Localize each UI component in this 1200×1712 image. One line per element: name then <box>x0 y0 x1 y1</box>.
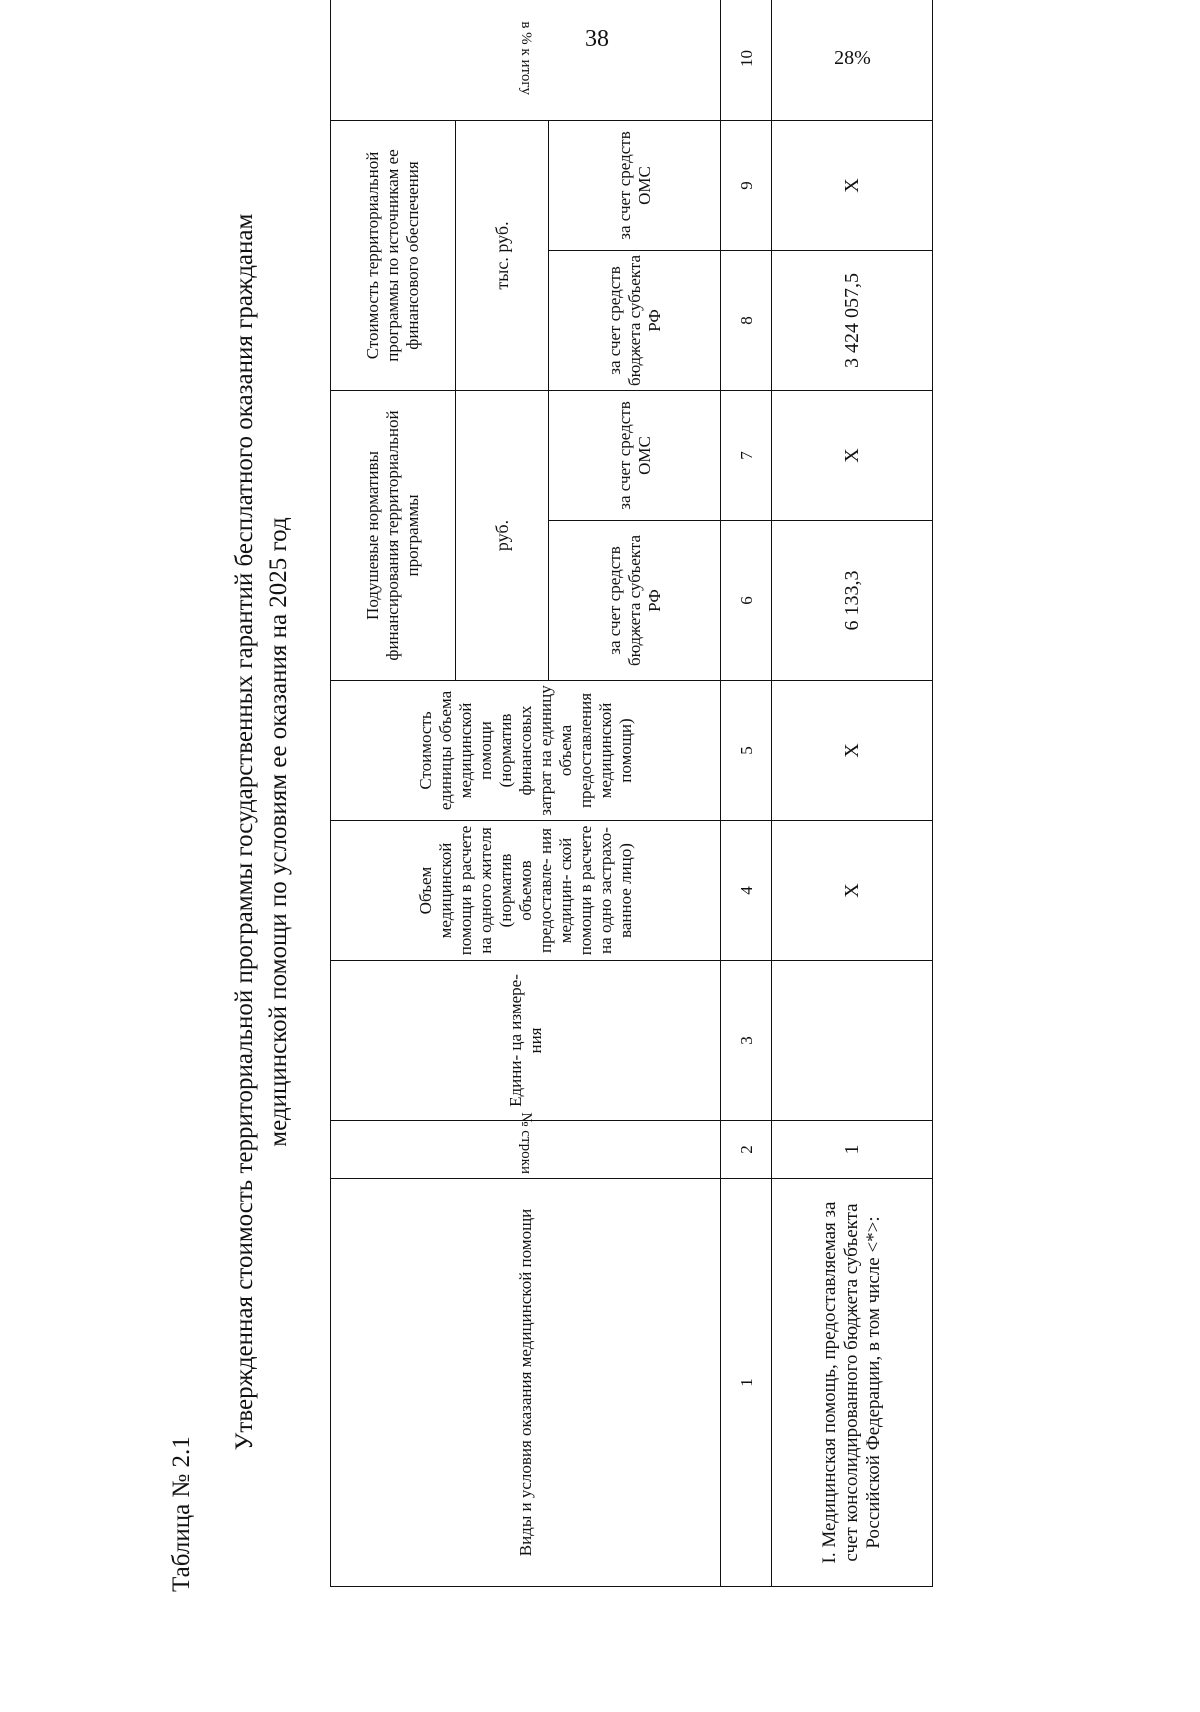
column-number-2: 2 <box>721 1121 772 1179</box>
header-unit-rub: руб. <box>456 390 549 680</box>
table-title-line-2: медицинской помощи по условиям ее оказания на 2025 год <box>265 517 292 1147</box>
header-line-number-text: № строки <box>518 1112 534 1174</box>
row-cost-budget: 3 424 057,5 <box>772 250 933 390</box>
header-per-capita-oms: за счет средств ОМС <box>549 390 721 520</box>
header-percent-text: в % к итогу <box>518 21 534 96</box>
header-unit-thousand-rub: тыс. руб. <box>456 120 549 390</box>
row-percent-text: 28% <box>833 46 871 69</box>
header-volume: Объем медицинской помощи в расчете на одного жителя (норматив объемов предоставле- ния медицин- ской помощи в расчете на одно застрахо- ванное лицо) <box>331 821 721 961</box>
header-unit-cost: Стоимость единицы объема медицинской помощи (норматив финансовых затрат на единицу объема предоставления медицинской помощи) <box>331 681 721 821</box>
column-number-5: 5 <box>721 681 772 821</box>
table-row <box>772 0 933 1587</box>
cost-table <box>330 0 933 1587</box>
row-percent <box>772 0 933 120</box>
header-percent-of-total <box>331 0 721 120</box>
row-volume: X <box>772 821 933 961</box>
column-number-3: 3 <box>721 961 772 1121</box>
column-number-10: 10 <box>721 0 772 120</box>
header-cost-oms: за счет средств ОМС <box>549 120 721 250</box>
table-label: Таблица № 2.1 <box>168 1436 195 1592</box>
header-program-cost: Стоимость территориальной программы по источникам ее финансового обеспечения <box>331 120 456 390</box>
page-number: 38 <box>585 26 609 52</box>
column-number-9: 9 <box>721 120 772 250</box>
column-number-7: 7 <box>721 390 772 520</box>
column-number-row <box>721 0 772 1587</box>
header-line-number <box>331 1112 721 1179</box>
header-per-capita-standards: Подушевые нормативы финансирования территориальной программы <box>331 390 456 680</box>
header-unit: Едини- ца измере- ния <box>331 961 721 1121</box>
column-number-1: 1 <box>721 1179 772 1587</box>
header-per-capita-budget: за счет средств бюджета субъекта РФ <box>549 521 721 681</box>
row-per-capita-budget: 6 133,3 <box>772 521 933 681</box>
row-cost-oms: X <box>772 120 933 250</box>
row-name: I. Медицинская помощь, предоставляемая за счет консолидированного бюджета субъекта Российской Федерации, в том числе <*>: <box>772 1179 933 1587</box>
row-per-capita-oms: X <box>772 390 933 520</box>
row-unit-cost: X <box>772 681 933 821</box>
header-kinds-conditions: Виды и условия оказания медицинской помощи <box>331 1179 721 1587</box>
column-number-4: 4 <box>721 821 772 961</box>
table-title-line-1: Утвержденная стоимость территориальной программы государственных гарантий бесплатного оказания гражданам <box>231 213 258 1451</box>
column-number-8: 8 <box>721 250 772 390</box>
row-unit <box>772 961 933 1121</box>
column-number-6: 6 <box>721 521 772 681</box>
header-cost-budget: за счет средств бюджета субъекта РФ <box>549 250 721 390</box>
header-row-main <box>331 0 456 1587</box>
table-title <box>228 52 296 1612</box>
row-line-number: 1 <box>772 1121 933 1179</box>
